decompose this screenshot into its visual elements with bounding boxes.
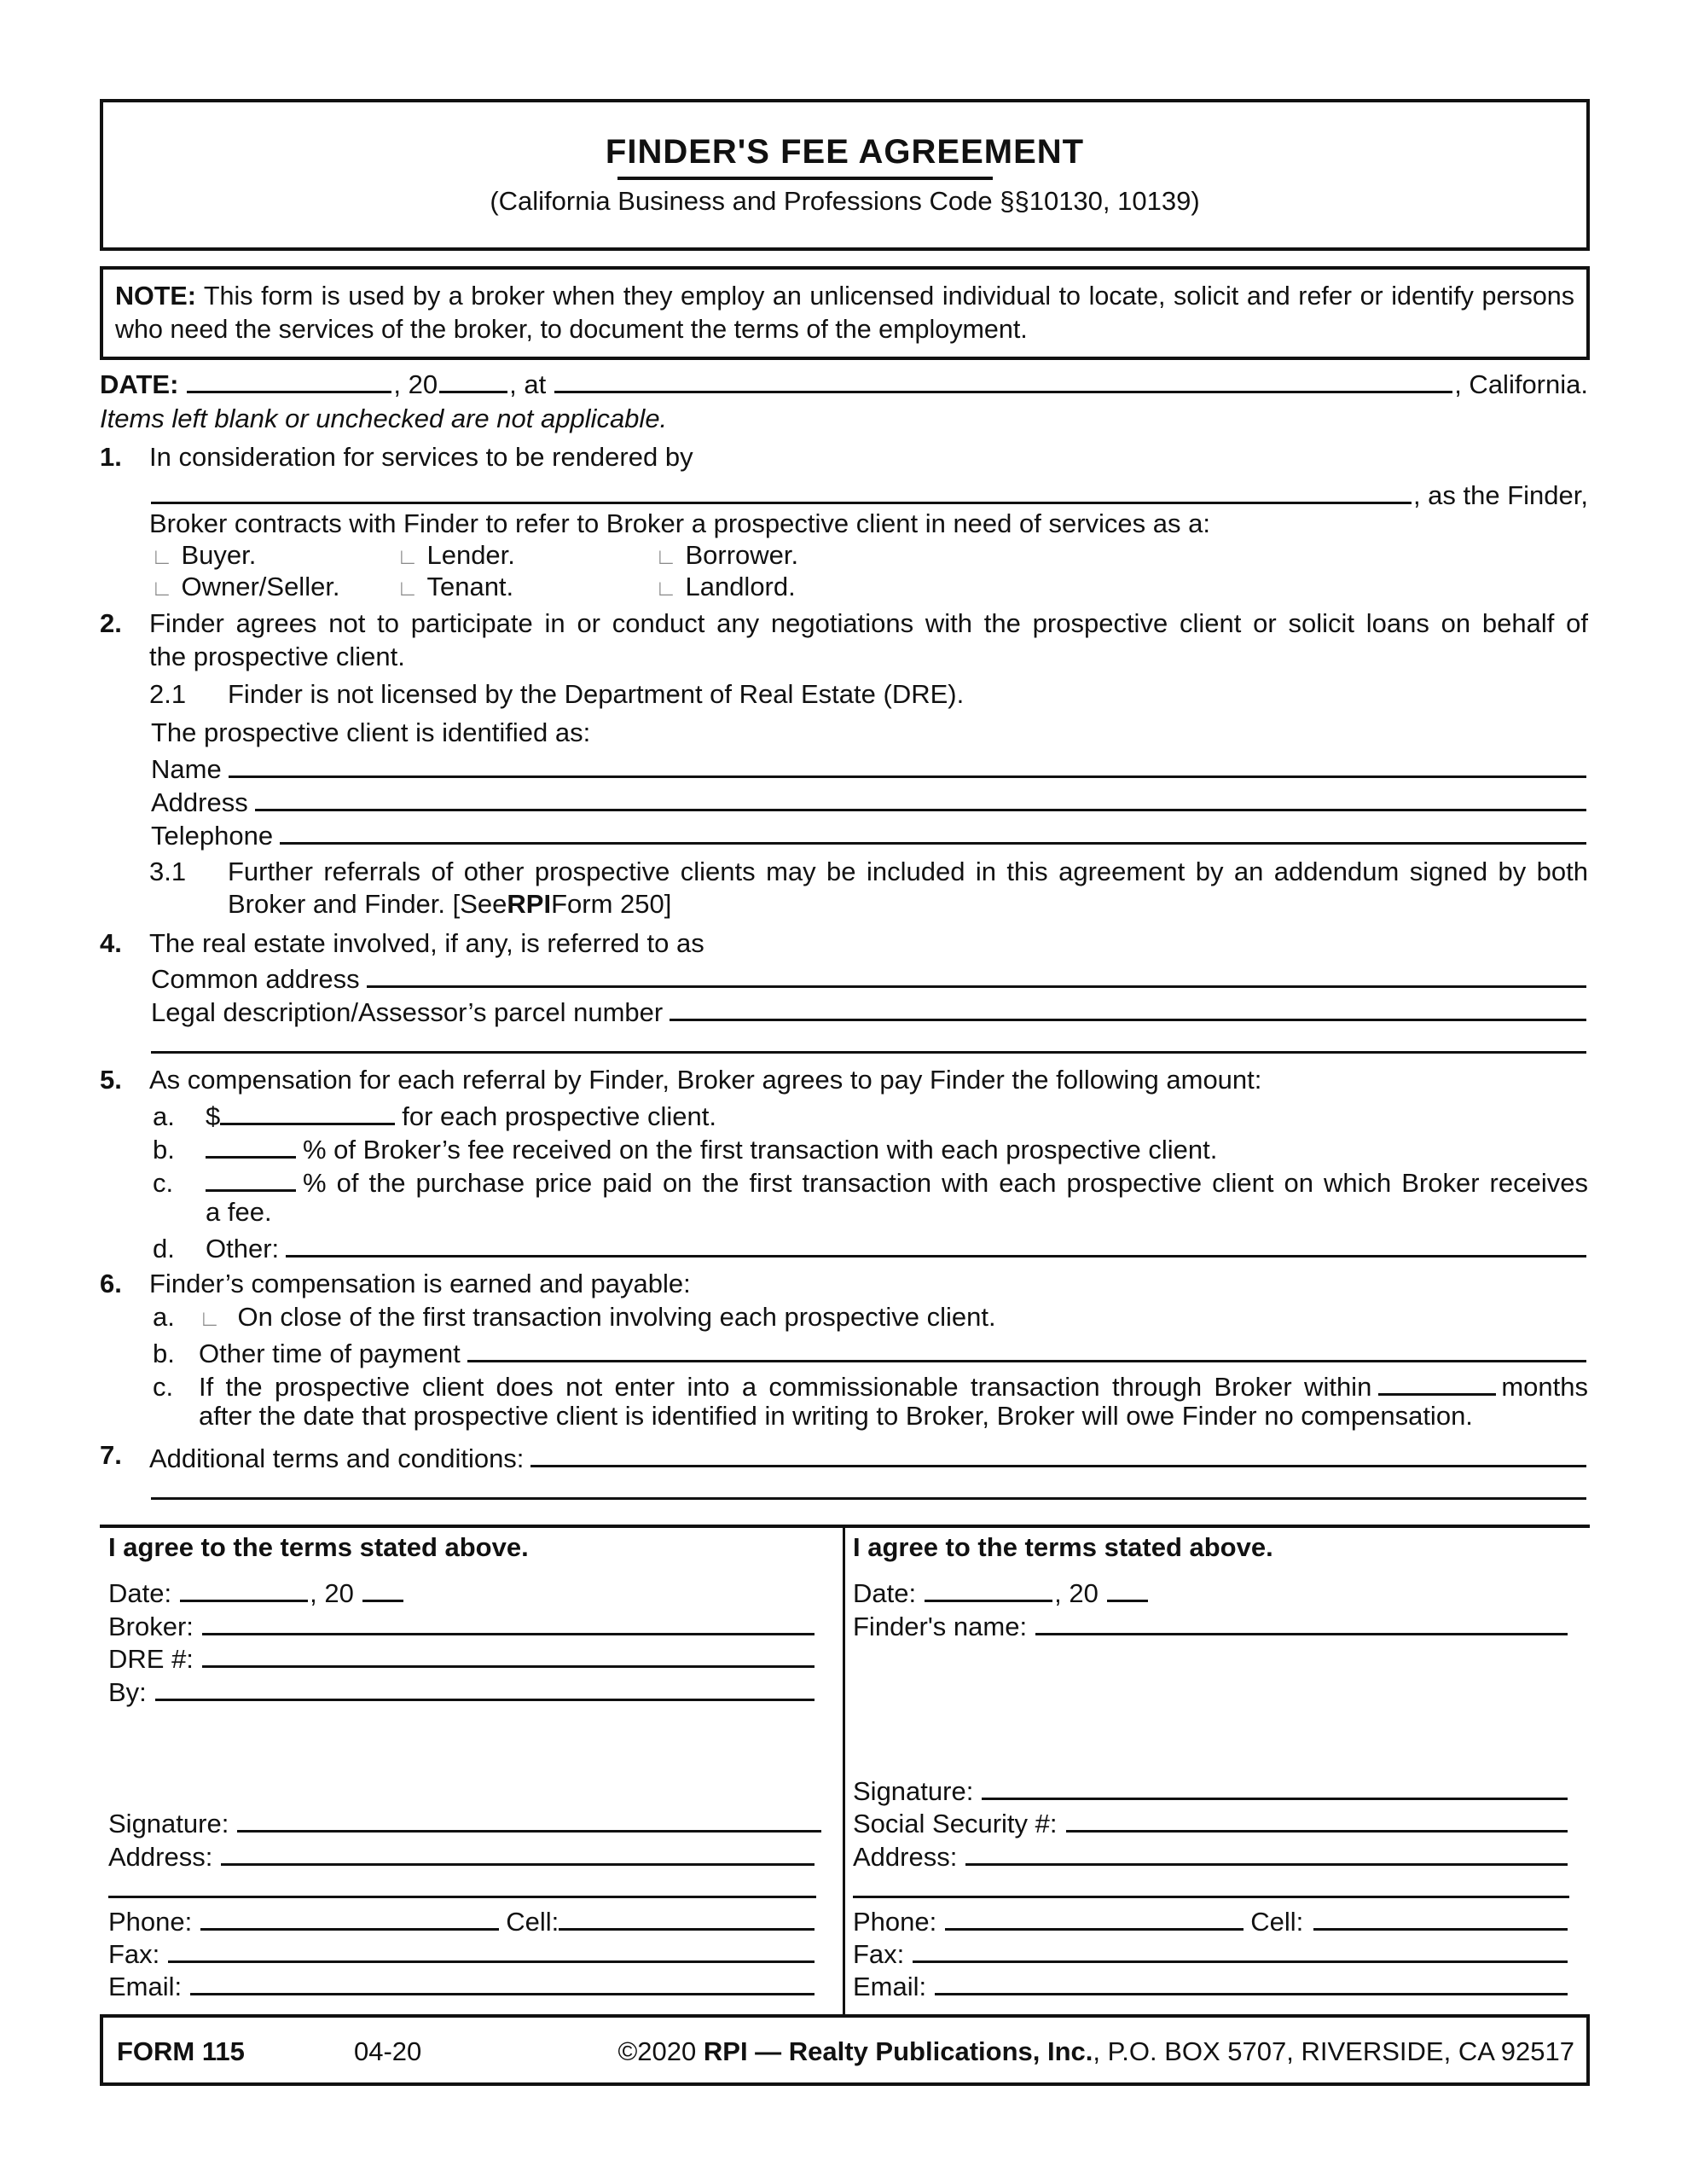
page-title: FINDER'S FEE AGREEMENT <box>605 133 1085 171</box>
finder-year-field[interactable] <box>1107 1574 1148 1602</box>
payable-c-text-cont: after the date that prospective client is identified in writing to Broker, Broker will owe Finder no compensation. <box>199 1401 1473 1431</box>
cell-label: Cell: <box>506 1907 559 1937</box>
broker-email-field[interactable] <box>190 1967 815 1995</box>
subsection-number: 2.1 <box>149 679 187 709</box>
finder-address-field-2[interactable] <box>853 1870 1569 1898</box>
client-intro-text: The prospective client is identified as: <box>151 717 591 747</box>
checkbox-icon[interactable]: ∟ <box>151 575 173 601</box>
finder-ssn-field[interactable] <box>1066 1804 1568 1833</box>
legal-description-field[interactable] <box>670 993 1586 1021</box>
checkbox-icon[interactable]: ∟ <box>397 543 419 569</box>
finder-name-label: Finder's name: <box>853 1612 1028 1641</box>
section-1 <box>100 441 1588 473</box>
compensation-c-line-2 <box>206 1196 1588 1228</box>
finder-name-line <box>149 476 1588 508</box>
subsection-text: Finder is not licensed by the Department of Real Estate (DRE). <box>228 679 965 709</box>
dre-number-field[interactable] <box>202 1640 815 1668</box>
other-compensation-field[interactable] <box>286 1229 1586 1258</box>
section-number: 1. <box>100 442 122 472</box>
section-1-text: In consideration for services to be rendered by <box>149 442 693 472</box>
section-4 <box>100 927 1588 960</box>
broker-address-field-2[interactable] <box>108 1870 816 1898</box>
finder-name-field[interactable] <box>151 476 1412 504</box>
checkbox-icon[interactable]: ∟ <box>397 575 419 601</box>
compensation-a-text: for each prospective client. <box>402 1101 716 1131</box>
finder-fax-field[interactable] <box>913 1935 1568 1963</box>
rpi-label: RPI <box>507 889 552 919</box>
compensation-b <box>153 1130 1588 1163</box>
finder-address-field[interactable] <box>965 1838 1568 1866</box>
common-address-label: Common address <box>151 964 360 994</box>
broker-year-field[interactable] <box>362 1574 403 1602</box>
section-7 <box>100 1439 1588 1472</box>
additional-terms-field-2[interactable] <box>151 1472 1586 1500</box>
item-letter: a. <box>153 1302 175 1332</box>
item-letter: b. <box>153 1135 175 1165</box>
section-number: 4. <box>100 928 122 958</box>
title-box <box>100 99 1590 251</box>
place-field[interactable] <box>554 365 1452 393</box>
months-field[interactable] <box>1378 1368 1496 1396</box>
footer-box <box>100 2014 1590 2086</box>
section-2 <box>100 607 1588 640</box>
option-borrower[interactable]: ∟ Borrower. <box>655 540 799 570</box>
option-landlord[interactable]: ∟ Landlord. <box>655 572 796 601</box>
section-2-text-cont: the prospective client. <box>149 642 405 671</box>
at-label: , at <box>509 369 547 399</box>
payable-b <box>153 1334 1588 1367</box>
purchase-price-percent-field[interactable] <box>206 1164 296 1192</box>
item-letter: c. <box>153 1372 174 1402</box>
fax-label: Fax: <box>853 1939 905 1969</box>
fixed-amount-field[interactable] <box>220 1097 395 1125</box>
item-letter: b. <box>153 1339 175 1368</box>
section-4-text: The real estate involved, if any, is referred to as <box>149 928 704 958</box>
item-letter: a. <box>153 1101 175 1131</box>
address-label: Address: <box>108 1842 213 1872</box>
signature-label: Signature: <box>108 1809 229 1838</box>
email-label: Email: <box>853 1972 927 2001</box>
california-label: , California. <box>1454 369 1588 399</box>
email-label: Email: <box>108 1972 183 2001</box>
address-label: Address: <box>853 1842 958 1872</box>
compensation-d <box>153 1229 1588 1262</box>
additional-terms-line-2 <box>149 1472 1588 1504</box>
signature-divider <box>843 1525 845 2016</box>
year-field[interactable] <box>439 365 507 393</box>
date-line <box>100 365 1588 398</box>
as-the-finder-label: , as the Finder, <box>1412 480 1588 510</box>
client-telephone-field[interactable] <box>280 816 1586 845</box>
year-prefix: , 20 <box>393 369 438 399</box>
broker-signature-field[interactable] <box>237 1804 821 1833</box>
client-type-row-1 <box>151 539 1588 572</box>
subsection-text: Further referrals of other prospective clients may be included in this agreement by an addendum signed by both <box>228 857 1588 886</box>
compensation-c-text-cont: a fee. <box>206 1197 272 1227</box>
finder-cell-field[interactable] <box>1313 1902 1568 1931</box>
legal-description-line-2 <box>149 1025 1588 1058</box>
year-prefix: , 20 <box>310 1578 354 1608</box>
section-2-1 <box>149 678 1588 711</box>
broker-label: Broker: <box>108 1612 194 1641</box>
instructions <box>100 403 1588 435</box>
section-5 <box>100 1064 1588 1096</box>
form-reference-suffix: Form 250] <box>551 889 672 919</box>
ssn-label: Social Security #: <box>853 1809 1058 1838</box>
address-label: Address <box>151 787 248 817</box>
note-label: NOTE: <box>115 282 196 311</box>
contract-text-label: Broker contracts with Finder to refer to Broker a prospective client in need of services as a: <box>149 508 1210 538</box>
dre-label: DRE #: <box>108 1644 194 1674</box>
checkbox-icon[interactable]: ∟ <box>655 543 677 569</box>
months-label: months <box>1501 1372 1588 1402</box>
page-subtitle: (California Business and Professions Code §§10130, 10139) <box>490 186 1200 216</box>
section-number: 6. <box>100 1269 122 1298</box>
finder-phone-field[interactable] <box>945 1902 1244 1931</box>
broker-name-field[interactable] <box>202 1607 815 1635</box>
date-label: Date: <box>108 1578 172 1608</box>
checkbox-icon[interactable]: ∟ <box>151 543 173 569</box>
section-7-text: Additional terms and conditions: <box>149 1443 525 1473</box>
payable-c <box>153 1368 1588 1400</box>
company-address: , P.O. BOX 5707, RIVERSIDE, CA 92517 <box>1093 2036 1574 2066</box>
checkbox-icon[interactable]: ∟ <box>655 575 677 601</box>
name-label: Name <box>151 754 222 784</box>
broker-agent-field[interactable] <box>155 1673 815 1701</box>
finder-signer-name-field[interactable] <box>1035 1607 1568 1635</box>
cell-label: Cell: <box>1250 1907 1304 1937</box>
payable-c-line-2 <box>199 1400 1588 1432</box>
broker-cell-field[interactable] <box>559 1902 815 1931</box>
client-identified-intro <box>151 717 1588 749</box>
fax-label: Fax: <box>108 1939 160 1969</box>
checkbox-icon[interactable]: ∟ <box>199 1305 221 1331</box>
form-revision: 04-20 <box>354 2036 422 2066</box>
option-owner-seller[interactable]: ∟ Owner/Seller. <box>151 572 340 601</box>
client-name-line <box>151 750 1588 782</box>
broker-fax-field[interactable] <box>168 1935 815 1963</box>
section-number: 7. <box>100 1440 122 1470</box>
broker-phone-field[interactable] <box>200 1902 499 1931</box>
payable-a-text: On close of the first transaction involving each prospective client. <box>237 1302 996 1332</box>
copyright-prefix: ©2020 <box>617 2036 704 2066</box>
dollar-sign: $ <box>206 1101 221 1131</box>
date-label: DATE: <box>100 369 179 399</box>
note-box <box>100 266 1590 360</box>
client-address-field[interactable] <box>255 783 1586 811</box>
legal-description-field-2[interactable] <box>151 1025 1586 1054</box>
item-letter: d. <box>153 1234 175 1263</box>
note-text: This form is used by a broker when they employ an unlicensed individual to locate, solicit and refer or identify persons who need the services of the broker, to document the terms of the employment. <box>115 282 1574 344</box>
payable-a <box>153 1301 1588 1333</box>
section-3-1 <box>149 856 1588 888</box>
item-letter: c. <box>153 1168 174 1198</box>
section-number: 5. <box>100 1065 122 1095</box>
agreement-heading: I agree to the terms stated above. <box>108 1532 529 1562</box>
legal-description-label: Legal description/Assessor’s parcel number <box>151 997 664 1027</box>
form-number: FORM 115 <box>117 2036 245 2066</box>
agreement-heading: I agree to the terms stated above. <box>853 1532 1273 1562</box>
finder-date-field[interactable] <box>925 1574 1052 1602</box>
date-field[interactable] <box>187 365 391 393</box>
section-3-1-line-2 <box>228 888 1588 921</box>
company-name: RPI — Realty Publications, Inc. <box>703 2036 1093 2066</box>
signature-label: Signature: <box>853 1776 974 1806</box>
compensation-a <box>153 1097 1588 1130</box>
option-tenant[interactable]: ∟ Tenant. <box>397 572 514 601</box>
option-buyer[interactable]: ∟ Buyer. <box>151 540 257 570</box>
client-address-line <box>151 783 1588 816</box>
common-address-line <box>151 960 1588 992</box>
telephone-label: Telephone <box>151 821 274 851</box>
broker-address-field[interactable] <box>221 1838 815 1866</box>
section-2-text: Finder agrees not to participate in or conduct any negotiations with the prospective client or solicit loans on behalf of <box>149 608 1588 638</box>
date-label: Date: <box>853 1578 917 1608</box>
client-type-row-2 <box>151 571 1588 603</box>
other-label: Other: <box>206 1234 280 1263</box>
by-label: By: <box>108 1677 147 1707</box>
year-prefix: , 20 <box>1054 1578 1099 1608</box>
other-time-label: Other time of payment <box>199 1339 461 1368</box>
section-number: 2. <box>100 608 122 638</box>
section-2-line-2 <box>149 641 1588 673</box>
phone-label: Phone: <box>108 1907 193 1937</box>
client-telephone-line <box>151 816 1588 849</box>
common-address-field[interactable] <box>367 960 1586 988</box>
section-6 <box>100 1268 1588 1300</box>
option-lender[interactable]: ∟ Lender. <box>397 540 515 570</box>
section-6-text: Finder’s compensation is earned and payable: <box>149 1269 691 1298</box>
finder-email-field[interactable] <box>935 1967 1568 1995</box>
title-underline <box>617 177 993 180</box>
subsection-number: 3.1 <box>149 857 187 886</box>
finder-signature-field[interactable] <box>982 1772 1568 1800</box>
form-reference-prefix: Broker and Finder. [See <box>228 889 507 919</box>
compensation-c-text: % of the purchase price paid on the first transaction with each prospective client on which Broker receives <box>303 1168 1588 1198</box>
client-name-field[interactable] <box>229 750 1586 778</box>
broker-date-field[interactable] <box>180 1574 308 1602</box>
other-time-field[interactable] <box>467 1334 1586 1362</box>
phone-label: Phone: <box>853 1907 937 1937</box>
payable-c-text: If the prospective client does not enter into a commissionable transaction through Broker within <box>199 1372 1372 1402</box>
contract-text <box>149 508 1588 540</box>
compensation-b-text: % of Broker’s fee received on the first transaction with each prospective client. <box>303 1135 1218 1165</box>
broker-fee-percent-field[interactable] <box>206 1130 296 1159</box>
instructions-text: Items left blank or unchecked are not applicable. <box>100 404 668 433</box>
copyright <box>617 2036 1574 2068</box>
additional-terms-field[interactable] <box>530 1439 1586 1467</box>
section-5-text: As compensation for each referral by Finder, Broker agrees to pay Finder the following amount: <box>149 1065 1262 1095</box>
legal-description-line <box>151 993 1588 1025</box>
compensation-c <box>153 1164 1588 1196</box>
